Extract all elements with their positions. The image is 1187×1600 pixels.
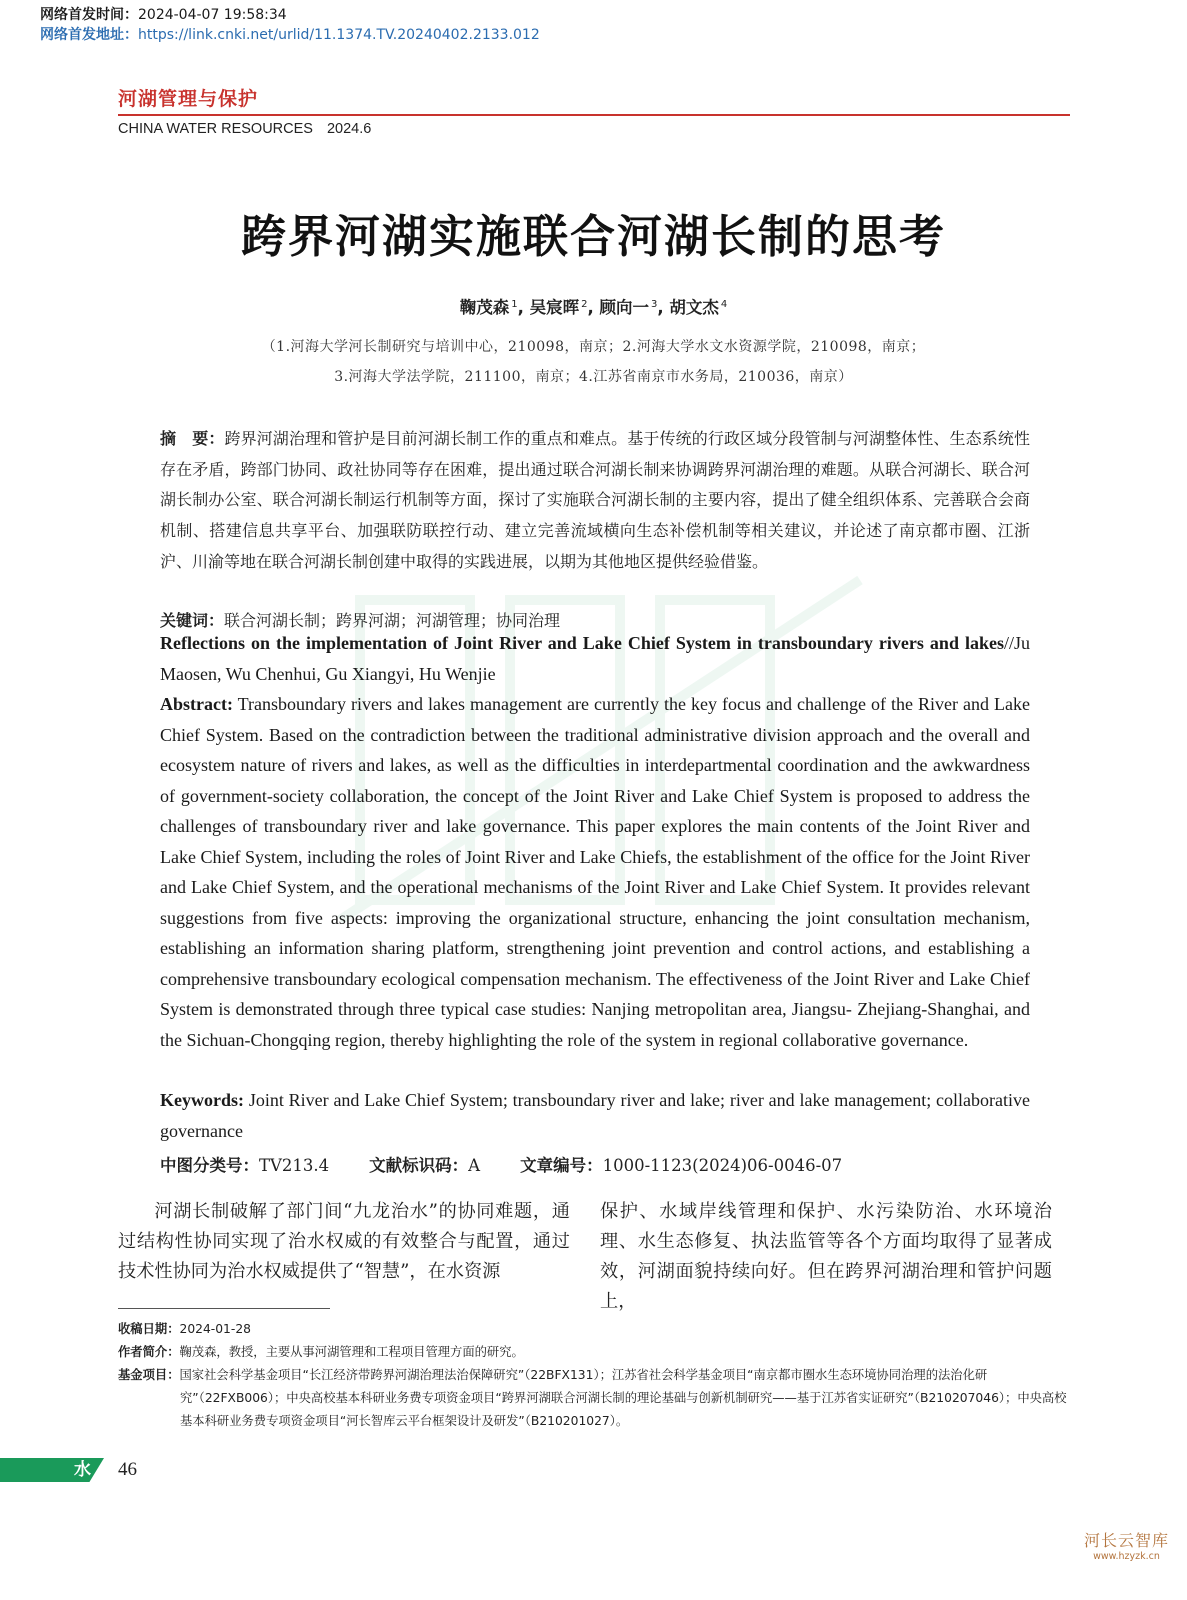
received-date: 收稿日期：2024-01-28 [118, 1322, 251, 1336]
journal-name: CHINA WATER RESOURCES [118, 121, 313, 137]
paper-title: 跨界河湖实施联合河湖长制的思考 [240, 210, 946, 263]
online-url-link[interactable]: https://link.cnki.net/urlid/11.1374.TV.20240402.2133.012 [138, 27, 540, 43]
author: 吴宸晖 $^2$, [529, 298, 594, 317]
english-title [160, 628, 1030, 689]
chinese-keywords-label: 关键词： [160, 611, 225, 630]
english-authors: //Ju Maosen, Wu Chenhui, Gu Xiangyi, Hu Wenjie [160, 633, 1030, 684]
online-date-value: 2024-04-07 19:58:34 [138, 7, 287, 23]
english-title-text: Reflections on the implementation of Joint River and Lake Chief System in transboundary rivers and lakes [160, 633, 1004, 653]
page-number: 46 [118, 1459, 137, 1480]
english-abstract [160, 689, 1030, 1055]
body-column-left: 河湖长制破解了部门间“九龙治水”的协同难题，通过结构性协同实现了治水权威的有效整合与配置，通过技术性协同为治水权威提供了“智慧”，在水资源 [118, 1201, 570, 1282]
chinese-abstract-text: 跨界河湖治理和管护是目前河湖长制工作的重点和难点。基于传统的行政区域分段管制与河湖整体性、生态系统性存在矛盾，跨部门协同、政社协同等存在困难，提出通过联合河湖长制来协调跨界河湖治理的难题。从联合河湖长、联合河湖长制办公室、联合河湖长制运行机制等方面，探讨了实施联合河湖长制的主要内容，提出了健全组织体系、完善联合会商机制、搭建信息共享平台、加强联防联控行动、建立完善流域横向生态补偿机制等相关建议，并论述了南京都市圈、江浙沪、川渝等地在联合河湖长制创建中取得的实践进展，以期为其他地区提供经验借鉴。 [160, 429, 1030, 571]
english-keywords [160, 1085, 1030, 1146]
online-url-label: 网络首发地址： [40, 27, 138, 43]
affiliations-line-2: 3.河海大学法学院，211100，南京；4.江苏省南京市水务局，210036，南京） [334, 369, 853, 385]
body-column-right: 保护、水域岸线管理和保护、水污染防治、水环境治理、水生态修复、执法监管等各个方面均取得了显著成效，河湖面貌持续向好。但在跨界河湖治理和管护问题上， [600, 1201, 1052, 1312]
footnotes [118, 1318, 1070, 1433]
english-keywords-text: Joint River and Lake Chief System; transboundary river and lake; river and lake management; collaborative governance [160, 1090, 1030, 1141]
english-keywords-label: Keywords: [160, 1090, 244, 1110]
author: 鞠茂森 $^1$, [459, 298, 524, 317]
english-abstract-text: Transboundary rivers and lakes management are currently the key focus and challenge of the River and Lake Chief System. Based on the contradiction between the traditional administrative division approach and the overall and ecosystem nature of rivers and lakes, as well as the difficulties in interdepartmental coordination and the awkwardness of government-society collaboration, the concept of the Joint River and Lake Chief System is proposed to address the challenges of transboundary river and lake governance. This paper explores the main contents of the Joint River and Lake Chief System, including the roles of Joint River and Lake Chiefs, the establishment of the office for the Joint River and Lake Chief System, and the operational mechanisms of the Joint River and Lake Chief System. It provides relevant suggestions from five aspects: improving the organizational structure, enhancing the joint consultation mechanism, establishing an information sharing platform, strengthening joint prevention and control actions, and establishing a comprehensive transboundary ecological compensation mechanism. The effectiveness of the Joint River and Lake Chief System is demonstrated through three typical case studies: Nanjing metropolitan area, Jiangsu- Zhejiang-Shanghai, and the Sichuan-Chongqing region, thereby highlighting the role of the system in regional collaborative governance. [160, 694, 1030, 1050]
watermark-logo [1084, 1528, 1169, 1562]
online-url-row [40, 25, 540, 45]
online-date-label: 网络首发时间： [40, 7, 138, 23]
author: 顾向一 $^3$, [599, 298, 664, 317]
header-divider [118, 114, 1070, 116]
chinese-abstract [160, 424, 1030, 578]
funding-info: 基金项目：国家社会科学基金项目“长江经济带跨界河湖治理法治保障研究”（22BFX131）；江苏省社会科学基金项目“南京都市圈水生态环境协同治理的法治化研究”（22FXB006）；中央高校基本科研业务费专项资金项目“跨界河湖联合河湖长制的理论基础与创新机制研究——基于江苏省实证研究”（B210207046）；中央高校基本科研业务费专项资金项目“河长智库云平台框架设计及研发”（B210201027）。 [118, 1368, 1067, 1428]
article-number: 文章编号：1000-1123(2024)06-0046-07 [520, 1156, 843, 1175]
column-name: 河湖管理与保护 [118, 88, 259, 110]
watermark-url: www.hzyzk.cn [1093, 1551, 1160, 1562]
online-publication-info [40, 5, 540, 45]
journal-line [118, 121, 371, 137]
author-bio: 作者简介：鞠茂森，教授，主要从事河湖管理和工程项目管理方面的研究。 [118, 1345, 524, 1359]
footnote-divider [118, 1308, 330, 1309]
affiliations-line-1: （1.河海大学河长制研究与培训中心，210098，南京；2.河海大学水文水资源学院，210098，南京； [261, 339, 926, 355]
author-list [0, 294, 1187, 318]
chinese-keywords-text: 联合河湖长制；跨界河湖；河湖管理；协同治理 [224, 611, 561, 630]
author: 胡文杰 $^4$ [669, 298, 728, 317]
classification-line [160, 1152, 882, 1176]
journal-issue: 2024.6 [326, 121, 372, 137]
watermark-name: 河长云智库 [1083, 1531, 1169, 1550]
english-abstract-label: Abstract: [160, 694, 233, 714]
clc-number: 中图分类号：TV213.4 [160, 1156, 330, 1175]
page-tab-char: 水 [74, 1460, 91, 1480]
online-date-row [40, 5, 540, 25]
document-code: 文献标识码：A [369, 1156, 481, 1175]
chinese-abstract-label: 摘 要： [160, 429, 225, 448]
